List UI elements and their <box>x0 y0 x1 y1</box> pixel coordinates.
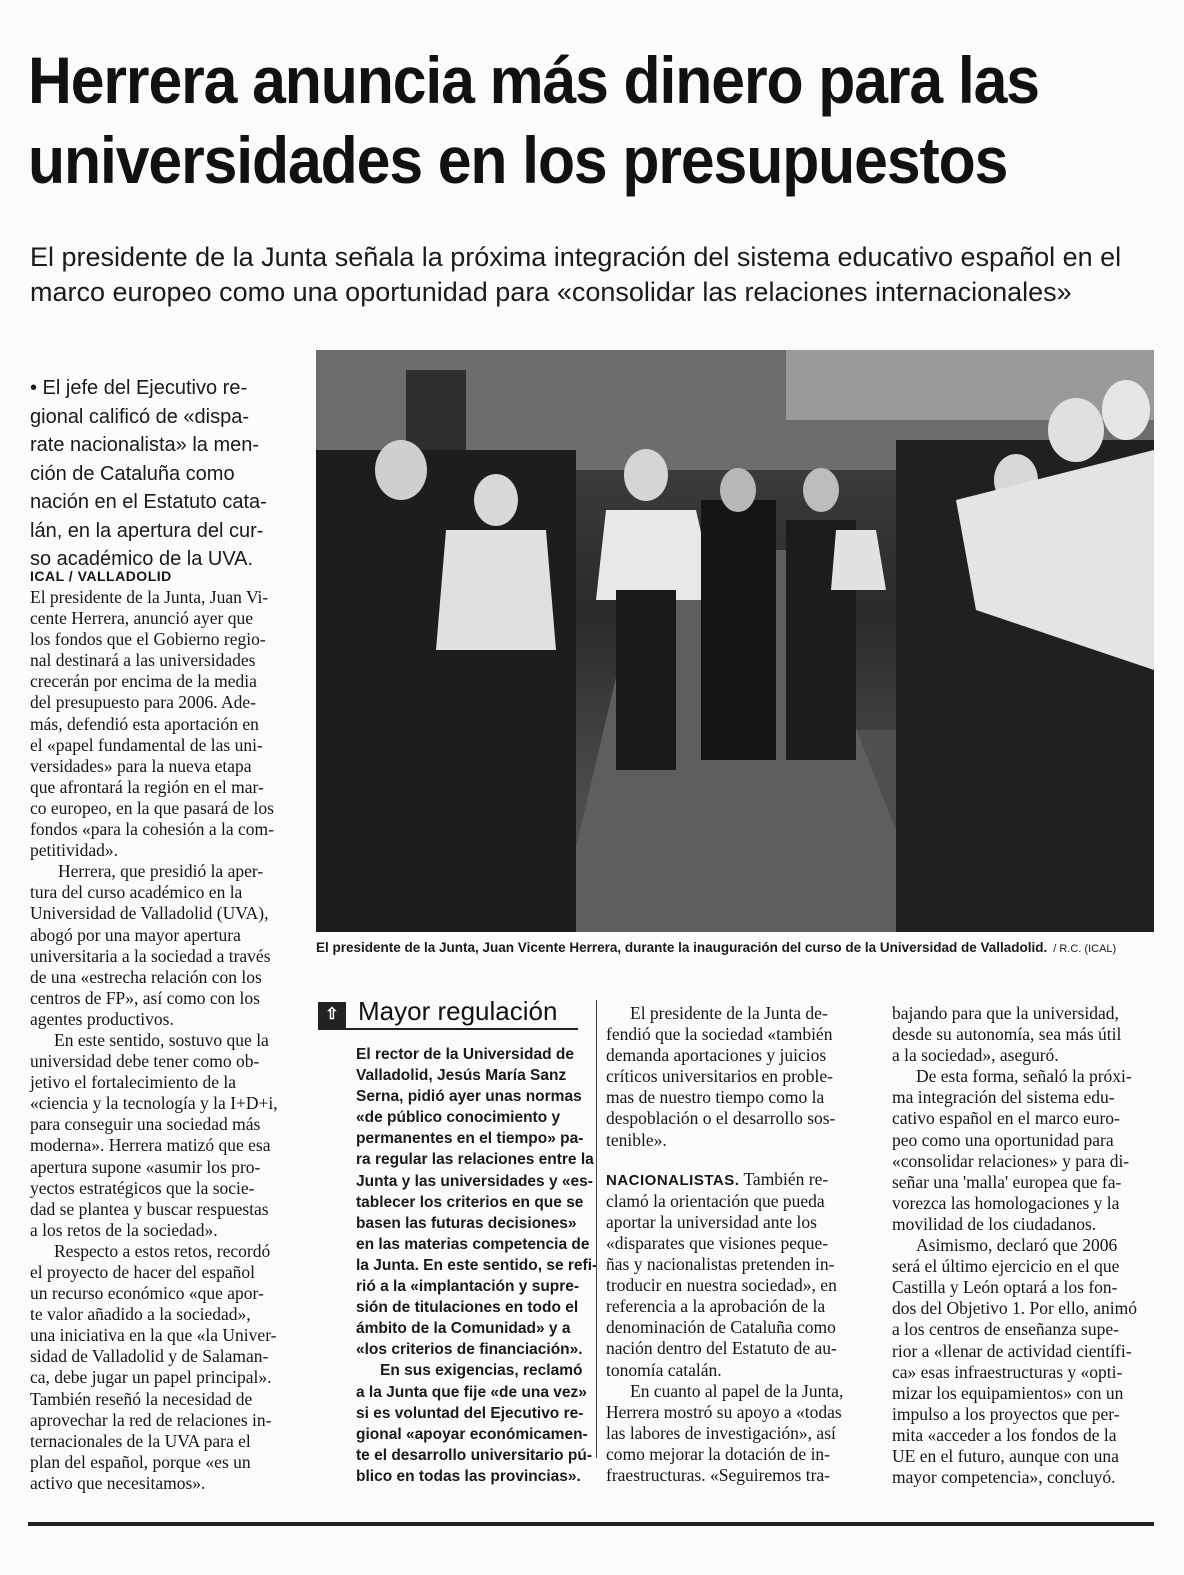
text-line: despoblación o el desarrollo sos- <box>606 1108 836 1129</box>
text-line: ca» esas infraestructuras y «opti- <box>892 1361 1123 1382</box>
text-line: tenible». <box>606 1129 667 1150</box>
text-line: un recurso económico «que apor- <box>30 1283 264 1304</box>
text-line: en las materias competencia de <box>356 1235 590 1253</box>
text-line: dos del Objetivo 1. Por ello, animó <box>892 1298 1137 1319</box>
text-line: desde su autonomía, sea más útil <box>892 1024 1122 1045</box>
text-line: Respecto a estos retos, recordó <box>54 1240 271 1261</box>
text-line: troducir en nuestra sociedad», en <box>606 1275 837 1296</box>
text-line: de una «estrecha relación con los <box>30 966 262 987</box>
text-line: sión de titulaciones en todo el <box>356 1299 579 1317</box>
photo-credit: / R.C. (ICAL) <box>1053 943 1117 955</box>
section-arrow-icon: ⇧ <box>318 1002 346 1028</box>
news-photo <box>316 350 1154 932</box>
text-line: aportar la universidad ante los <box>606 1211 817 1232</box>
text-line: ra regular las relaciones entre la <box>356 1151 594 1169</box>
text-line: petitividad». <box>30 840 118 861</box>
section-kicker: NACIONALISTAS. <box>606 1171 740 1189</box>
text-line: ñas y nacionalistas pretenden in- <box>606 1254 835 1275</box>
headline-line: universidades en los presupuestos <box>28 123 1008 197</box>
text-line: Valladolid, Jesús María Sanz <box>356 1067 567 1085</box>
text-line: blico en todas las provincias». <box>356 1467 581 1485</box>
text-line: mita «acceder a los fondos de la <box>892 1424 1117 1445</box>
text-line: «disparates que visiones peque- <box>606 1232 829 1253</box>
text-line: universidad debe tener como ob- <box>30 1051 260 1072</box>
text-line: tura del curso académico en la <box>30 882 243 903</box>
text-line: las labores de investigación», así <box>606 1422 836 1443</box>
text-line: centros de FP», así como con los <box>30 987 260 1008</box>
text-line: bajando para que la universidad, <box>892 1003 1119 1023</box>
text-line: «ciencia y la tecnología y la I+D+i, <box>30 1093 278 1114</box>
text-line: te el desarrollo universitario pú- <box>356 1446 593 1464</box>
text-line: Junta y las universidades y «es- <box>356 1172 593 1190</box>
kicker-rest: También re- <box>743 1168 829 1189</box>
text-line: para conseguir una sociedad más <box>30 1114 261 1135</box>
text-line: ca, debe jugar un papel principal». <box>30 1367 272 1388</box>
text-line: yectos estratégicos que la socie- <box>30 1177 255 1198</box>
text-line: El rector de la Universidad de <box>356 1046 574 1063</box>
text-line: movilidad de los ciudadanos. <box>892 1213 1097 1234</box>
text-line: gional «apoyar económicamen- <box>356 1425 588 1443</box>
text-line: referencia a la aprobación de la <box>606 1296 826 1317</box>
headline-line: Herrera anuncia más dinero para las <box>28 43 1039 117</box>
text-line: mas de nuestro tiempo como la <box>606 1087 825 1108</box>
text-line: co europeo, en la que pasará de los <box>30 797 274 818</box>
text-line: rior a «llenar de actividad científi- <box>892 1340 1132 1361</box>
text-line: ámbito de la Comunidad» y a <box>356 1320 571 1338</box>
text-line: la Junta. En este sentido, se refi- <box>356 1256 598 1274</box>
text-line: Castilla y León optará a los fon- <box>892 1277 1118 1298</box>
text-line: clamó la orientación que pueda <box>606 1190 825 1211</box>
text-line: Serna, pidió ayer unas normas <box>356 1088 582 1106</box>
sidebar-box-title: Mayor regulación <box>358 996 558 1026</box>
byline: ICAL / VALLADOLID <box>30 568 172 584</box>
text-line: En sus exigencias, reclamó <box>380 1362 583 1380</box>
text-line: tonomía catalán. <box>606 1359 722 1380</box>
text-line: versidades» para la nueva etapa <box>30 755 252 776</box>
lead-line: rate nacionalista» la men- <box>30 434 260 456</box>
text-line: nación dentro del Estatuto de au- <box>606 1338 837 1359</box>
text-line: abogó por una mayor apertura <box>30 924 241 945</box>
text-line: a la sociedad», aseguró. <box>892 1045 1059 1066</box>
text-line: a los centros de enseñanza supe- <box>892 1319 1119 1340</box>
text-line: fondos «para la cohesión a la com- <box>30 819 274 840</box>
text-line: apertura supone «asumir los pro- <box>30 1156 261 1177</box>
text-line: a la Junta que fije «de una vez» <box>356 1383 587 1401</box>
text-line: Asimismo, declaró que 2006 <box>916 1235 1118 1256</box>
body-column-3 <box>606 1003 868 1486</box>
text-line: También reseñó la necesidad de <box>30 1388 253 1409</box>
text-line: «de público conocimiento y <box>356 1109 561 1127</box>
text-line: universitaria a la sociedad a través <box>30 945 271 966</box>
lead-line: ción de Cataluña como <box>30 462 235 485</box>
subhead-line: marco europeo como una oportunidad para «consolidar las relaciones internacionales» <box>30 277 1072 307</box>
text-line: críticos universitarios en proble- <box>606 1066 833 1087</box>
text-line: El presidente de la Junta, Juan Vi- <box>30 587 269 607</box>
bottom-rule <box>28 1522 1154 1526</box>
text-line: del presupuesto para 2006. Ade- <box>30 692 256 713</box>
text-line: ma integración del sistema edu- <box>892 1087 1115 1108</box>
text-line: mizar los equipamientos» con un <box>892 1382 1124 1403</box>
text-line: cativo español en el marco euro- <box>892 1108 1120 1129</box>
text-line: aprovechar la red de relaciones in- <box>30 1409 272 1430</box>
text-line: será el último ejercicio en el que <box>892 1256 1120 1277</box>
text-line: En cuanto al papel de la Junta, <box>630 1380 844 1401</box>
kicker-line <box>606 1169 868 1191</box>
text-line: más, defendió esta aportación en <box>30 713 259 734</box>
paragraph-gap <box>606 1151 868 1169</box>
text-line: el «papel fundamental de las uni- <box>30 734 263 755</box>
lead-line: lán, en la apertura del cur- <box>30 519 264 542</box>
text-line: impulso a los proyectos que per- <box>892 1403 1120 1424</box>
photo-caption <box>316 940 1156 955</box>
body-column-1 <box>30 587 292 1494</box>
text-line: En este sentido, sostuvo que la <box>54 1029 269 1050</box>
lead-line: • El jefe del Ejecutivo re- <box>30 377 248 399</box>
text-line: sidad de Valladolid y de Salaman- <box>30 1346 269 1367</box>
text-line: fraestructuras. «Seguiremos tra- <box>606 1464 831 1485</box>
text-line: rió a la «implantación y supre- <box>356 1278 580 1296</box>
text-line: Herrera mostró su apoyo a «todas <box>606 1401 842 1422</box>
text-line: UE en el futuro, aunque con una <box>892 1445 1119 1466</box>
text-line: crecerán por encima de la media <box>30 671 257 692</box>
text-line: moderna». Herrera matizó que esa <box>30 1135 271 1156</box>
sidebar-box-body <box>356 1044 598 1487</box>
text-line: a los retos de la sociedad». <box>30 1219 218 1240</box>
lead-line: so académico de la UVA. <box>30 548 254 570</box>
text-line: Herrera, que presidió la aper- <box>58 861 264 882</box>
text-line: señar una 'malla' europea que fa- <box>892 1171 1122 1192</box>
text-line: demanda aportaciones y juicios <box>606 1045 827 1066</box>
text-line: Universidad de Valladolid (UVA), <box>30 903 269 924</box>
text-line: agentes productivos. <box>30 1008 174 1029</box>
headline <box>28 40 1068 200</box>
sidebar-box-header <box>318 996 578 1030</box>
caption-text: El presidente de la Junta, Juan Vicente Herrera, durante la inauguración del curso de la Universidad de Valladolid. <box>316 940 1048 955</box>
text-line: nal destinará a las universidades <box>30 650 256 671</box>
text-line: basen las futuras decisiones» <box>356 1214 577 1232</box>
body-column-4 <box>892 1003 1154 1488</box>
lead-line: nación en el Estatuto cata- <box>30 491 267 513</box>
text-line: «consolidar relaciones» y para di- <box>892 1150 1130 1171</box>
lead-summary <box>30 374 280 574</box>
column-divider <box>596 1000 597 1458</box>
text-line: cente Herrera, anunció ayer que <box>30 608 253 629</box>
text-line: que afrontará la región en el mar- <box>30 776 264 797</box>
text-line: vorezca las homologaciones y la <box>892 1192 1120 1213</box>
text-line: una iniciativa en la que «la Univer- <box>30 1325 277 1346</box>
subheadline <box>30 240 1160 310</box>
text-line: tablecer los criterios en que se <box>356 1193 584 1211</box>
text-line: plan del español, porque «es un <box>30 1451 251 1472</box>
text-line: peo como una oportunidad para <box>892 1129 1114 1150</box>
text-line: jetivo el fortalecimiento de la <box>30 1072 237 1093</box>
text-line: «los criterios de financiación». <box>356 1341 583 1359</box>
text-line: El presidente de la Junta de- <box>630 1003 828 1023</box>
text-line: permanentes en el tiempo» pa- <box>356 1130 584 1148</box>
text-line: te valor añadido a la sociedad», <box>30 1304 251 1325</box>
text-line: mayor competencia», concluyó. <box>892 1467 1116 1488</box>
text-line: activo que necesitamos». <box>30 1472 206 1493</box>
text-line: dad se plantea y buscar respuestas <box>30 1198 269 1219</box>
text-line: si es voluntad del Ejecutivo re- <box>356 1404 584 1422</box>
text-line: los fondos que el Gobierno regio- <box>30 629 266 650</box>
text-line: denominación de Cataluña como <box>606 1317 836 1338</box>
subhead-line: El presidente de la Junta señala la próxima integración del sistema educativo español en el <box>30 242 1122 272</box>
text-line: De esta forma, señaló la próxi- <box>916 1066 1132 1087</box>
text-line: el proyecto de hacer del español <box>30 1262 255 1282</box>
text-line: como mejorar la dotación de in- <box>606 1443 831 1464</box>
lead-line: gional calificó de «dispa- <box>30 405 250 428</box>
text-line: fendió que la sociedad «también <box>606 1024 833 1045</box>
text-line: ternacionales de la UVA para el <box>30 1430 251 1451</box>
photo-illustration <box>316 350 1154 932</box>
